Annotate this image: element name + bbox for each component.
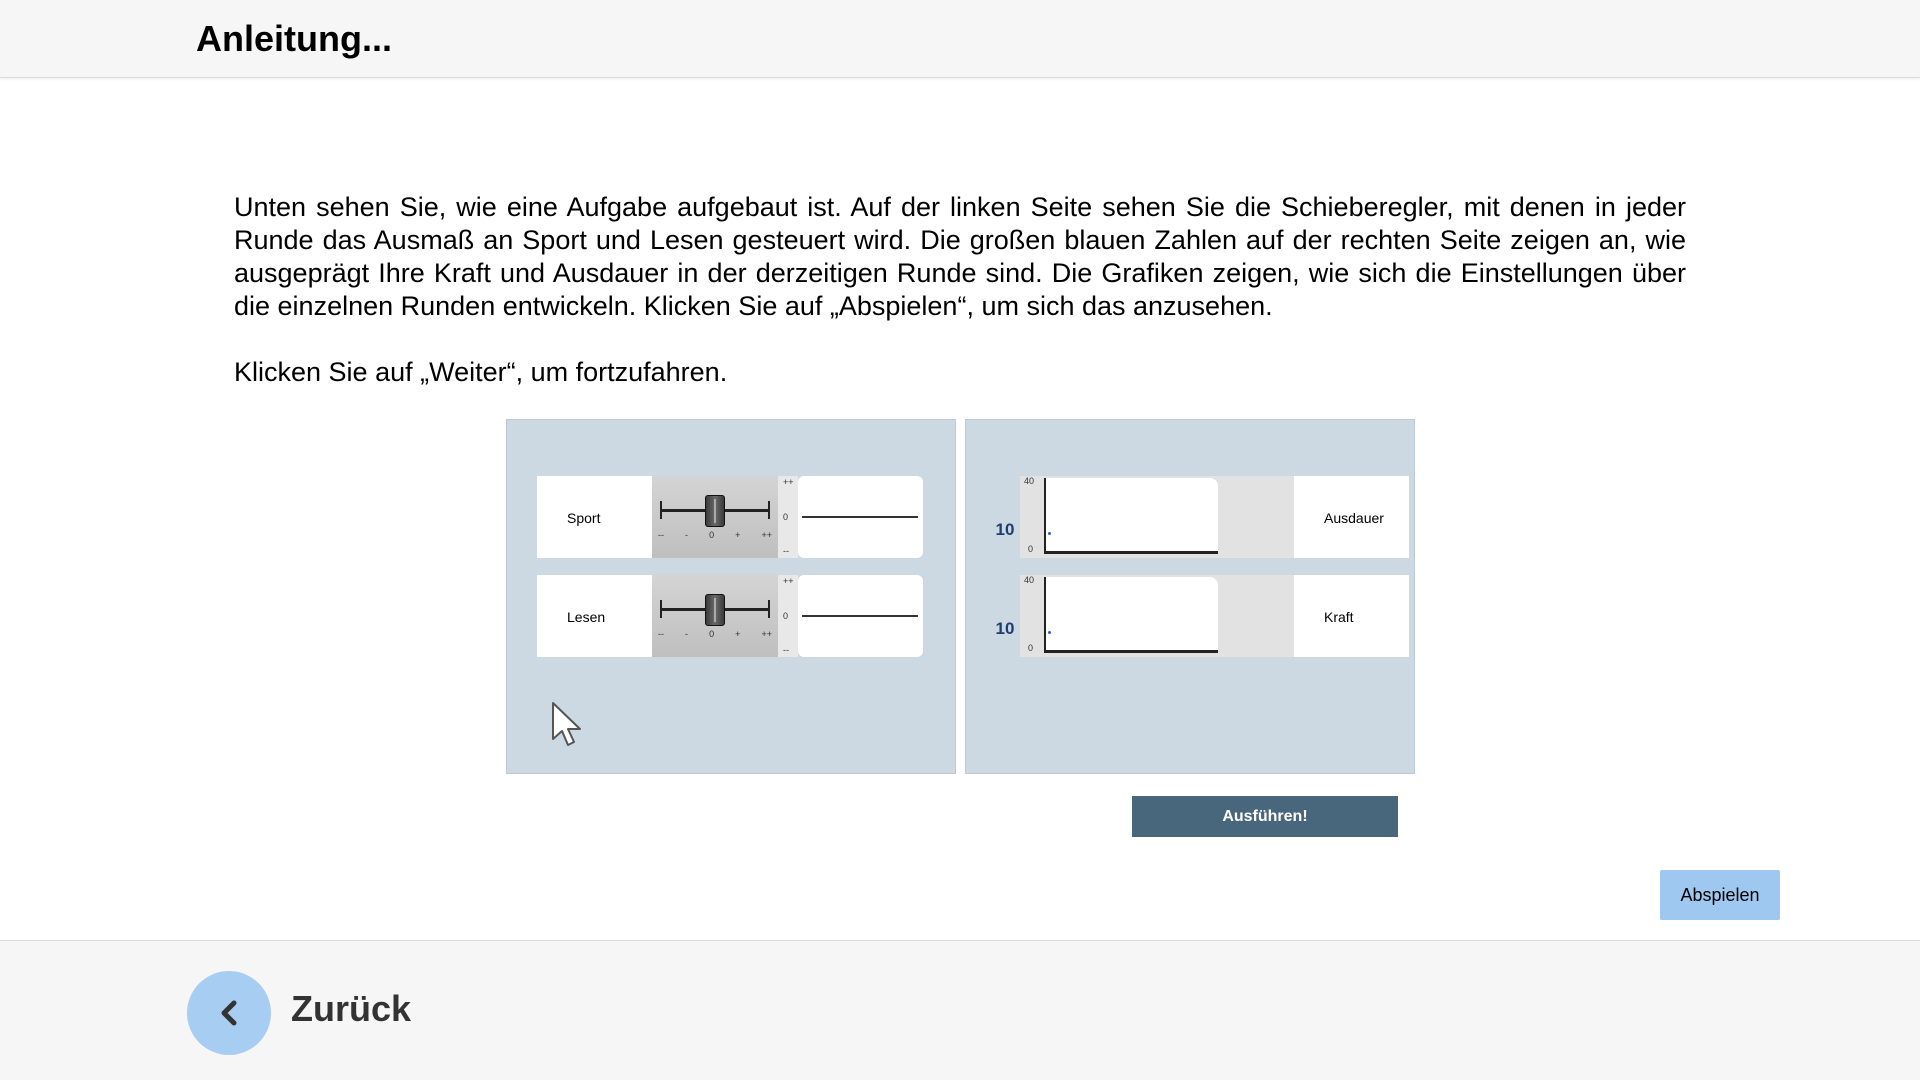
- sport-history-chart: [798, 476, 923, 558]
- output-panel: [965, 419, 1415, 774]
- lesen-history-chart: [798, 575, 923, 657]
- input-label: Lesen: [567, 609, 606, 625]
- history-line: [802, 516, 918, 518]
- header: [0, 0, 1920, 78]
- back-button[interactable]: [187, 971, 271, 1055]
- scale-label: -: [685, 629, 689, 639]
- slider-thumb[interactable]: [705, 594, 725, 626]
- scale-label: 0: [709, 629, 715, 639]
- chart-data-point: [1048, 532, 1051, 535]
- ausdauer-value: 10: [995, 520, 1015, 539]
- play-button[interactable]: Abspielen: [1660, 870, 1780, 920]
- mini-axis: [778, 476, 798, 558]
- slider-tick: [660, 600, 662, 618]
- scale-label: --: [658, 530, 664, 540]
- input-label-box: [537, 476, 652, 558]
- back-label[interactable]: Zurück: [291, 988, 412, 1029]
- slider-scale: [658, 629, 772, 639]
- input-row-sport: [537, 476, 923, 558]
- mouse-pointer-icon: [551, 701, 583, 747]
- mini-axis-mid: 0: [783, 611, 789, 621]
- mini-axis-mid: 0: [783, 512, 789, 522]
- lesen-slider[interactable]: [652, 575, 778, 657]
- scale-label: 0: [709, 530, 715, 540]
- scale-label: ++: [761, 530, 772, 540]
- instructions-paragraph-2: Klicken Sie auf „Weiter“, um fortzufahren.: [234, 357, 728, 387]
- page-title: Anleitung...: [196, 18, 392, 59]
- history-line: [802, 615, 918, 617]
- chart-axis-min: 0: [1028, 643, 1034, 653]
- scale-label: ++: [761, 629, 772, 639]
- instructions: [234, 191, 1686, 422]
- chart-plot-area: [1044, 577, 1218, 653]
- chart-data-point: [1048, 631, 1051, 634]
- input-panel: [506, 419, 956, 774]
- footer: [0, 940, 1920, 1080]
- chevron-left-icon: [213, 997, 245, 1029]
- kraft-chart: [1020, 575, 1218, 657]
- output-label: Ausdauer: [1324, 510, 1384, 526]
- chart-spacer: [1218, 575, 1294, 657]
- slider-tick: [768, 501, 770, 519]
- mini-axis: [778, 575, 798, 657]
- slider-tick: [660, 501, 662, 519]
- chart-axis-max: 40: [1024, 476, 1035, 486]
- output-label: Kraft: [1324, 609, 1354, 625]
- mini-axis-top: ++: [783, 576, 794, 586]
- sport-slider[interactable]: [652, 476, 778, 558]
- input-label: Sport: [567, 510, 601, 526]
- instructions-paragraph-1: Unten sehen Sie, wie eine Aufgabe aufgebaut ist. Auf der linken Seite sehen Sie die Schieberegler, mit denen in jeder Runde das Ausmaß an Sport und Lesen gesteuert wird. Die großen blauen Zahlen auf der rechten Seite zeigen an, wie ausgeprägt Ihre Kraft und Ausdauer in der derzeitigen Runde sind. Die Grafiken zeigen, wie sich die Einstellungen über die einzelnen Runden entwickeln. Klicken Sie auf „Abspielen“, um sich das anzusehen.: [234, 192, 1686, 321]
- chart-plot-area: [1044, 478, 1218, 554]
- output-label-box: [1294, 575, 1409, 657]
- slider-thumb[interactable]: [705, 495, 725, 527]
- mini-axis-top: ++: [783, 477, 794, 487]
- chart-axis-min: 0: [1028, 544, 1034, 554]
- slider-scale: [658, 530, 772, 540]
- output-row-ausdauer: [990, 476, 1410, 558]
- scale-label: -: [685, 530, 689, 540]
- chart-axis-max: 40: [1024, 575, 1035, 585]
- input-row-lesen: [537, 575, 923, 657]
- slider-tick: [768, 600, 770, 618]
- mini-axis-bottom: --: [783, 546, 789, 556]
- output-row-kraft: [990, 575, 1410, 657]
- run-button[interactable]: Ausführen!: [1132, 796, 1398, 837]
- input-label-box: [537, 575, 652, 657]
- scale-label: +: [735, 530, 741, 540]
- kraft-value: 10: [995, 619, 1015, 638]
- mini-axis-bottom: --: [783, 645, 789, 655]
- ausdauer-chart: [1020, 476, 1218, 558]
- chart-spacer: [1218, 476, 1294, 558]
- scale-label: +: [735, 629, 741, 639]
- output-label-box: [1294, 476, 1409, 558]
- scale-label: --: [658, 629, 664, 639]
